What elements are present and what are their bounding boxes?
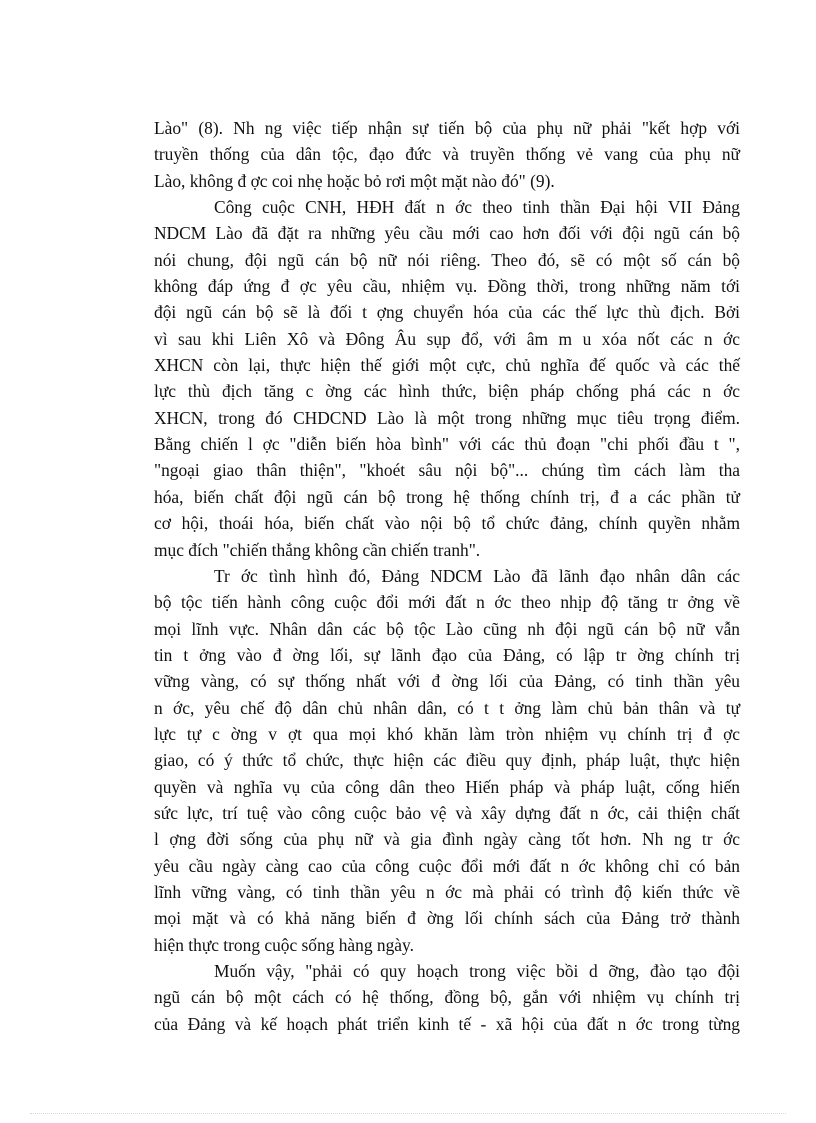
text-line: quyền và nghĩa vụ của công dân theo Hiến pháp và pháp luật, cống hiến bbox=[154, 776, 740, 797]
body-text bbox=[154, 115, 740, 1037]
text-line: yêu cầu ngày càng cao của công cuộc đổi mới đất n ớc không chỉ có bản bbox=[154, 855, 740, 876]
text-line: của Đảng và kế hoạch phát triển kinh tế - xã hội của đất n ớc trong từng bbox=[154, 1013, 740, 1034]
text-line: giao, có ý thức tổ chức, thực hiện các điều quy định, pháp luật, thực hiện bbox=[154, 750, 740, 771]
text-line: mục đích "chiến thắng không cần chiến tranh". bbox=[154, 539, 481, 560]
text-line: Bằng chiến l ợc "diễn biến hòa bình" với các thủ đoạn "chi phối đầu t ", bbox=[154, 434, 740, 455]
paragraph-start-line: Muốn vậy, "phải có quy hoạch trong việc bồi d ỡng, đào tạo đội bbox=[214, 961, 740, 981]
text-line: hiện thực trong cuộc sống hàng ngày. bbox=[154, 934, 414, 955]
paragraph-start-line: Tr ớc tình hình đó, Đảng NDCM Lào đã lãnh đạo nhân dân các bbox=[214, 565, 740, 586]
text-line: không đáp ứng đ ợc yêu cầu, nhiệm vụ. Đồng thời, trong những năm tới bbox=[154, 276, 740, 297]
text-line: XHCN, trong đó CHDCND Lào là một trong những mục tiêu trọng điểm. bbox=[154, 407, 740, 428]
text-line: hóa, biến chất đội ngũ cán bộ trong hệ thống chính trị, đ a các phần tử bbox=[154, 486, 740, 507]
text-line: lực thù địch tăng c ờng các hình thức, biện pháp chống phá các n ớc bbox=[154, 381, 740, 402]
text-line: n ớc, yêu chế độ dân chủ nhân dân, có t t ởng làm chủ bản thân và tự bbox=[154, 697, 740, 718]
text-line: truyền thống của dân tộc, đạo đức và truyền thống vẻ vang của phụ nữ bbox=[154, 144, 740, 165]
text-line: nói chung, đội ngũ cán bộ nữ nói riêng. Theo đó, sẽ có một số cán bộ bbox=[154, 249, 740, 270]
text-line: bộ tộc tiến hành công cuộc đổi mới đất n ớc theo nhịp độ tăng tr ởng về bbox=[154, 592, 740, 613]
text-line: XHCN còn lại, thực hiện thế giới một cực, chủ nghĩa đế quốc và các thế bbox=[154, 355, 740, 376]
text-line: ngũ cán bộ một cách có hệ thống, đồng bộ, gắn với nhiệm vụ chính trị bbox=[154, 987, 740, 1008]
text-line: Lào, không đ ợc coi nhẹ hoặc bỏ rơi một mặt nào đó" (9). bbox=[154, 170, 555, 191]
text-line: đội ngũ cán bộ sẽ là đối t ợng chuyển hóa của các thế lực thù địch. Bởi bbox=[154, 302, 740, 323]
text-line: vì sau khi Liên Xô và Đông Âu sụp đổ, với âm m u xóa nốt các n ớc bbox=[154, 328, 740, 349]
text-line: NDCM Lào đã đặt ra những yêu cầu mới cao hơn đối với đội ngũ cán bộ bbox=[154, 223, 740, 244]
text-line: l ợng đời sống của phụ nữ và gia đình ngày càng tốt hơn. Nh ng tr ớc bbox=[154, 829, 740, 850]
text-line: mọi lĩnh vực. Nhân dân các bộ tộc Lào cũng nh đội ngũ cán bộ nữ vẫn bbox=[154, 618, 740, 639]
text-line: tin t ởng vào đ ờng lối, sự lãnh đạo của Đảng, có lập tr ờng chính trị bbox=[154, 644, 740, 665]
text-line: "ngoại giao thân thiện", "khoét sâu nội bộ"... chúng tìm cách làm tha bbox=[154, 460, 740, 481]
text-line: vững vàng, có sự thống nhất với đ ờng lối của Đảng, có tinh thần yêu bbox=[154, 671, 740, 692]
text-line: mọi mặt và có khả năng biến đ ờng lối chính sách của Đảng trở thành bbox=[154, 908, 740, 929]
text-line: cơ hội, thoái hóa, biến chất vào nội bộ tổ chức đảng, chính quyền nhằm bbox=[154, 513, 740, 534]
paragraph-start-line: Công cuộc CNH, HĐH đất n ớc theo tinh thần Đại hội VII Đảng bbox=[214, 197, 740, 218]
text-line: lĩnh vững vàng, có tinh thần yêu n ớc mà phải có trình độ kiến thức về bbox=[154, 881, 740, 902]
text-line: Lào" (8). Nh ng việc tiếp nhận sự tiến bộ của phụ nữ phải "kết hợp với bbox=[154, 118, 740, 138]
text-line: sức lực, trí tuệ vào công cuộc bảo vệ và xây dựng đất n ớc, cải thiện chất bbox=[154, 802, 740, 823]
page-bottom-rule bbox=[30, 1113, 786, 1114]
text-line: lực tự c ờng v ợt qua mọi khó khăn làm tròn nhiệm vụ chính trị đ ợc bbox=[154, 723, 740, 744]
